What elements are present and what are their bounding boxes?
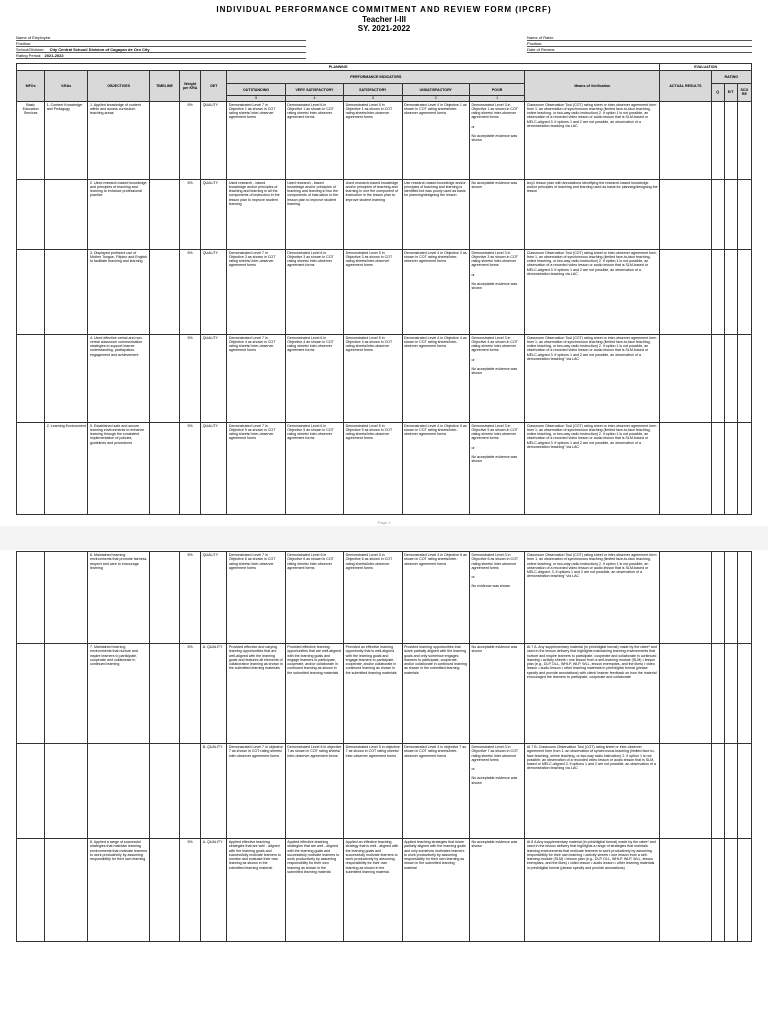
actual-results-cell bbox=[660, 101, 711, 179]
or-text: or bbox=[471, 272, 475, 277]
table-row bbox=[17, 334, 752, 422]
timeline-cell bbox=[149, 334, 179, 422]
timeline-cell bbox=[149, 644, 179, 744]
col-poor: POOR bbox=[469, 84, 524, 96]
actual-results-cell bbox=[660, 334, 711, 422]
kra-cell bbox=[45, 839, 88, 942]
kra-cell bbox=[45, 644, 88, 744]
et-cell bbox=[724, 422, 737, 514]
very-satisfactory-cell: Applied effective teaching strategies that are well - aligned with the learning goals and successfully motivate learners to work productively by assuming responsibility for their own learning as shown in the submitted learning material. bbox=[285, 839, 343, 942]
objective-cell: 2. Used research-based knowledge and principles of teaching and learning to enhance professional practice bbox=[88, 179, 149, 249]
et-cell bbox=[724, 744, 737, 839]
very-satisfactory-cell: Demonstrated Level 6 in Objective 4 as shown in COT rating sheets/ inter-observer agreement forms bbox=[285, 334, 343, 422]
form-title: INDIVIDUAL PERFORMANCE COMMITMENT AND REVIEW FORM (IPCRF) bbox=[216, 5, 552, 14]
timeline-cell bbox=[149, 552, 179, 644]
kra-cell bbox=[45, 334, 88, 422]
poor-cell bbox=[470, 552, 525, 644]
col-actual-results: ACTUAL RESULTS bbox=[660, 71, 711, 101]
page-separator bbox=[0, 526, 768, 550]
weight-cell: 5% bbox=[180, 249, 201, 334]
scale-5: 5 bbox=[227, 96, 285, 101]
poor-level: No acceptable evidence was shown bbox=[471, 180, 518, 189]
col-q: Q bbox=[711, 84, 724, 101]
mov-cell: Classroom Observation Tool (COT) rating sheet or inter-observer agreement form from 1. an observation of synchronous teaching (limited face-to-face teaching, online teaching, or two-way radio instruction) 2. if option 1 is not possible, an observation of a recorded video lesson or audio lesson that is SLM-based or MELC-aligned 3. if options 1 and 2 are not possible, an observation of a demonstration teaching via LAC bbox=[525, 249, 660, 334]
table-row bbox=[17, 839, 752, 942]
poor-cell bbox=[469, 101, 524, 179]
actual-results-cell bbox=[660, 839, 711, 942]
poor-level: Demonstrated Level 3 in Objective 4 as shown in COT rating sheets/ inter-observer agreement forms bbox=[471, 335, 518, 353]
q-cell bbox=[711, 249, 724, 334]
satisfactory-cell: Demonstrated Level 5 in Objective 3 as shown in COT rating sheets/inter-observer agreement forms bbox=[344, 249, 402, 334]
poor-level: Demonstrated Level 3 in Objective 7 as shown in COT rating sheets/ inter-observer agreement forms bbox=[471, 745, 518, 762]
no-evidence-text: No acceptable evidence was shown bbox=[471, 134, 518, 143]
table-row bbox=[17, 552, 752, 644]
col-unsatisfactory: UNSATISFACTORY bbox=[402, 84, 469, 96]
poor-level: Demonstrated Level 3 in Objective 1 as shown in COT rating sheets/ inter-observer agreement forms bbox=[471, 102, 518, 120]
score-cell bbox=[737, 552, 751, 644]
objective-cell: 4. Used effective verbal and non-verbal classroom communication strategies to support learner understanding, participation, engagement and achievement bbox=[88, 334, 149, 422]
unsatisfactory-cell: Demonstrated Level 4 in Objective 1 as shown in COT rating sheets/inter-observer agreement forms bbox=[402, 101, 469, 179]
poor-cell bbox=[469, 422, 524, 514]
unsatisfactory-cell: Demonstrated Level 4 in objective 7 as shown in COT rating sheets/inter-observer agreement forms bbox=[402, 744, 469, 839]
objective-cell: 7. Maintained learning environments that nurture and inspire learners to participate, cooperate and collaborate in continued learning bbox=[88, 644, 149, 744]
et-cell bbox=[724, 249, 737, 334]
rater-label: Name of Rater: bbox=[527, 35, 752, 41]
kra-cell bbox=[45, 249, 88, 334]
unsatisfactory-cell: Demonstrated Level 4 in Objective 3 as shown in COT rating sheets/inter-observer agreement forms bbox=[402, 249, 469, 334]
very-satisfactory-cell: Used research - based knowledge and/or principles of teaching and learning in two the components of instruction in the lesson plan to improve student learning bbox=[285, 179, 343, 249]
scale-3: 3 bbox=[344, 96, 402, 101]
unsatisfactory-cell: Use research-based knowledge and/or principles of teaching and learning is identified but was poorly used as basis for planning/designing the lesson bbox=[402, 179, 469, 249]
poor-level: Demonstrated Level 3 in Objective 5 as shown in COT rating sheets/ inter-observer agreement forms bbox=[471, 423, 518, 441]
mfo-cell bbox=[17, 334, 45, 422]
kra-cell: 1. Content Knowledge and Pedagogy bbox=[45, 101, 88, 179]
mov-cell: At 7 B. Classroom Observation Tool (COT) rating sheet or inter-observer agreement form from 1. an observation of synchronous teaching (limited face-to-face teaching, online teaching, or two-way radio instruction) 2. if option 1 is not possible, an observation of a recorded video lesson or audio lesson that is SLM-based or MELC-aligned 3. if options 1 and 2 are not possible, an observation of a demonstration teaching via LAC bbox=[525, 744, 660, 839]
school-year: SY. 2021-2022 bbox=[357, 24, 411, 33]
objective-cell: 8. Applied a range of successful strategies that maintain learning environments that motivate learners to work productively by assuming responsibility for their own learning bbox=[88, 839, 149, 942]
col-timeline: TIMELINE bbox=[149, 71, 179, 101]
performance-indicators-header: PERFORMANCE INDICATORS bbox=[227, 71, 525, 84]
mov-cell: Classroom Observation Tool (COT) rating sheet or inter-observer agreement form from 1. an observation of synchronous teaching (limited face-to-face teaching, online teaching, or two-way radio instruction) 2. if option 1 is not possible, an observation of a recorded video lesson or audio lesson that is SLM-based or MELC-aligned. 3. if options 1 and 2 are not possible, an observation of a demonstration teaching" via LAC bbox=[525, 552, 660, 644]
mfo-cell bbox=[17, 644, 45, 744]
score-cell bbox=[737, 644, 751, 744]
mov-cell: Classroom Observation Tool (COT) rating sheet or inter-observer agreement form from 1. an observation of synchronous teaching (limited face-to-face teaching, online teaching, or two-way radio instruction) 2. if option 1 is not possible, an observation of a recorded video lesson or audio lesson that is SLM-based or MELC-aligned 3. if options 1 and 2 are not possible, an observation of a demonstration teaching" via LAC bbox=[525, 334, 660, 422]
scale-4: 4 bbox=[285, 96, 343, 101]
kra-cell bbox=[45, 744, 88, 839]
unsatisfactory-cell: Provided learning opportunities that is/are partially aligned with the learning goals and only somehow engages learners to participate, cooperate, and/or collaborate in continued learning as shown in the submitted learning materials bbox=[402, 644, 469, 744]
mfo-cell bbox=[17, 179, 45, 249]
score-cell bbox=[737, 101, 751, 179]
very-satisfactory-cell: Demonstrated Level 6 in Objective 6 as shown in COT rating sheets/ inter-observer agreement forms bbox=[285, 552, 343, 644]
very-satisfactory-cell: Provided effective learning opportunities that are well-aligned with the learning goals and engage learners to participate, cooperate, and/or collaborate in continued learning as shown in the submitted learning materials bbox=[285, 644, 343, 744]
very-satisfactory-cell: Demonstrated Level 6 in Objective 3 as shown in COT rating sheets/ inter-observer agreement forms bbox=[285, 249, 343, 334]
outstanding-cell: Used research - based knowledge and/or principles of teaching and learning in all the components of instruction in the lesson plan to improve student learning bbox=[227, 179, 285, 249]
unsatisfactory-cell: Demonstrated Level 4 in Objective 6 as shown in COT rating sheets/inter-observer agreement forms bbox=[402, 552, 469, 644]
or-text: or bbox=[471, 357, 475, 362]
poor-level: Demonstrated Level 3 in Objective 6 as shown in COT rating sheets/ inter-observer agreement forms bbox=[471, 553, 518, 570]
kra-cell: 2. Learning Environment bbox=[45, 422, 88, 514]
weight-cell: 5% bbox=[180, 839, 201, 942]
timeline-cell bbox=[149, 101, 179, 179]
outstanding-cell: Provided effective and varying learning opportunities that are well-aligned with the learning goals and features all elements of collaborative learning as shown in the submitted learning materials bbox=[227, 644, 285, 744]
ipcrf-table-page1 bbox=[16, 63, 752, 515]
col-very-satisfactory: VERY SATISFACTORY bbox=[285, 84, 343, 96]
col-rating: RATING bbox=[711, 71, 751, 84]
school-label: School/Division: City Central School/ Division of Cagayan de Oro City bbox=[16, 47, 306, 53]
actual-results-cell bbox=[660, 249, 711, 334]
no-evidence-text: No acceptable evidence was shown bbox=[471, 282, 518, 291]
weight-cell bbox=[180, 744, 201, 839]
outstanding-cell: Demonstrated Level 7 in Objective 3 as shown in COT rating sheets/ inter-observer agreement forms bbox=[227, 249, 285, 334]
poor-level: No acceptable evidence was shown bbox=[471, 645, 518, 654]
get-cell: QUALITY bbox=[201, 101, 227, 179]
rater-position-label: Position: bbox=[527, 41, 752, 47]
satisfactory-cell: Used research-based knowledge and/or principles of teaching and learning in one the component of instruction in the lesson plan to improve student learning bbox=[344, 179, 402, 249]
col-means-of-verification: Means of Verification bbox=[525, 71, 660, 101]
col-get: GET bbox=[201, 71, 227, 101]
header-left bbox=[16, 35, 306, 59]
poor-cell bbox=[469, 179, 524, 249]
page-number: Page 1 bbox=[377, 520, 391, 525]
weight-cell: 5% bbox=[180, 334, 201, 422]
get-cell: A. QUALITY bbox=[201, 644, 227, 744]
header-right bbox=[527, 35, 752, 53]
get-cell: QUALITY bbox=[201, 334, 227, 422]
outstanding-cell: Demonstrated Level 7 in Objective 6 as shown in COT rating sheets/ inter-observer agreement forms bbox=[227, 552, 285, 644]
kra-cell bbox=[45, 179, 88, 249]
period-label: Rating Period: 2021-2022 bbox=[16, 53, 306, 59]
objective-cell bbox=[88, 744, 149, 839]
very-satisfactory-cell: Demonstrated Level 6 in Objective 5 as shown in COT rating sheets/ inter-observer agreement forms bbox=[285, 422, 343, 514]
or-text: or bbox=[471, 767, 475, 772]
et-cell bbox=[724, 179, 737, 249]
scale-1: 1 bbox=[469, 96, 524, 101]
col-kra: KRAs bbox=[45, 71, 88, 101]
position-label: Position: bbox=[16, 41, 306, 47]
score-cell bbox=[737, 334, 751, 422]
score-cell bbox=[737, 744, 751, 839]
satisfactory-cell: Demonstrated Level 5 in Objective 5 as shown in COT rating sheets/inter-observer agreement forms bbox=[344, 422, 402, 514]
poor-level: Demonstrated Level 3 in Objective 3 as shown in COT rating sheets/ inter-observer agreement forms bbox=[471, 250, 518, 268]
table-row bbox=[17, 101, 752, 179]
satisfactory-cell: Demonstrated Level 5 in Objective 6 as shown in COT rating sheets/inter-observer agreement forms bbox=[344, 552, 402, 644]
mov-cell: At 8 A Any supplementary material (in print/digital format) made by the ratee* and used in the lesson delivery that highlights a range of strategies that maintain learning environments that motivate learners to work productively by assuming responsibility for their own learning • activity sheets • one lesson from a self-learning module (SLM) • lesson plan (e.g., DLP, DLL, WHLP, WLP, WLL, lesson exemplars, and the likes) • video lesson • audio lesson • other learning materials in print/digital format (please specify and provide annotations) bbox=[525, 839, 660, 942]
et-cell bbox=[724, 552, 737, 644]
no-evidence-text: No acceptable evidence was shown bbox=[471, 776, 518, 785]
review-date-label: Date of Review: bbox=[527, 47, 752, 53]
q-cell bbox=[711, 422, 724, 514]
employee-label: Name of Employee: bbox=[16, 35, 306, 41]
weight-cell: 5% bbox=[180, 552, 201, 644]
unsatisfactory-cell: Demonstrated Level 4 in Objective 5 as shown in COT rating sheets/inter-observer agreement forms bbox=[402, 422, 469, 514]
score-cell bbox=[737, 179, 751, 249]
mov-cell: Classroom Observation Tool (COT) rating sheet or inter-observer agreement form from 1. an observation of synchronous teaching (limited face-to-face teaching, online teaching, or two-way radio instruction) 2. if option 1 is not possible, an observation of a recorded video lesson or audio lesson that is SLM-based or MELC-aligned 3. if options 1 and 2 are not possible, an observation of a demonstration teaching via LAC bbox=[525, 101, 660, 179]
satisfactory-cell: Demonstrated Level 5 in Objective 1 as shown in COT rating sheets/inter-observer agreement forms bbox=[344, 101, 402, 179]
mfo-cell bbox=[17, 422, 45, 514]
planning-header: PLANNING bbox=[17, 64, 660, 71]
col-et: E/T bbox=[724, 84, 737, 101]
mfo-cell bbox=[17, 249, 45, 334]
col-weight: Weight per KRA bbox=[180, 71, 201, 101]
table-row bbox=[17, 744, 752, 839]
kra-cell bbox=[45, 552, 88, 644]
form-subtitle: Teacher I-III bbox=[362, 15, 406, 24]
et-cell bbox=[724, 334, 737, 422]
table-row bbox=[17, 179, 752, 249]
or-text: or bbox=[471, 124, 475, 129]
no-evidence-text: No evidence was shown bbox=[471, 584, 511, 589]
objective-cell: 6. Maintained learning environments that promote fairness, respect and care to encourage learning bbox=[88, 552, 149, 644]
et-cell bbox=[724, 101, 737, 179]
q-cell bbox=[711, 644, 724, 744]
very-satisfactory-cell: Demonstrated Level 6 in Objective 1 as shown in COT rating sheets/ inter-observer agreement forms bbox=[285, 101, 343, 179]
weight-cell: 5% bbox=[180, 179, 201, 249]
get-cell: QUALITY bbox=[201, 422, 227, 514]
et-cell bbox=[724, 839, 737, 942]
actual-results-cell bbox=[660, 552, 711, 644]
actual-results-cell bbox=[660, 179, 711, 249]
no-evidence-text: No acceptable evidence was shown bbox=[471, 455, 518, 464]
get-cell: QUALITY bbox=[201, 249, 227, 334]
poor-cell bbox=[469, 249, 524, 334]
timeline-cell bbox=[149, 839, 179, 942]
outstanding-cell: Applied effective teaching strategies that are well - aligned with the learning goals and successfully motivate learners to monitor and evaluate their own learning as shown in the submitted learning material. bbox=[227, 839, 285, 942]
q-cell bbox=[711, 552, 724, 644]
poor-level: No acceptable evidence was shown bbox=[471, 840, 518, 849]
q-cell bbox=[711, 839, 724, 942]
get-cell: A. QUALITY bbox=[201, 839, 227, 942]
very-satisfactory-cell: Demonstrated Level 6 in objective 7 as shown in COT rating sheets/ inter-observer agreement forms bbox=[285, 744, 343, 839]
satisfactory-cell: Demonstrated Level 5 in Objective 4 as shown in COT rating sheets/inter-observer agreement forms bbox=[344, 334, 402, 422]
get-cell: B. QUALITY bbox=[201, 744, 227, 839]
col-score: SCORE bbox=[737, 84, 751, 101]
mov-cell: Any1 lesson plan with annotations identifying the research-based knowledge and/or principles of teaching and learning used as basis for planning/designing the lesson bbox=[525, 179, 660, 249]
get-cell: QUALITY bbox=[201, 179, 227, 249]
objective-cell: 5. Established safe and secure learning environments to enhance learning through the consistent implementation of policies, guidelines and procedures bbox=[88, 422, 149, 514]
weight-cell: 5% bbox=[180, 422, 201, 514]
get-cell: QUALITY bbox=[201, 552, 227, 644]
ipcrf-table-page2 bbox=[16, 551, 752, 942]
objective-cell: 3. Displayed proficient use of Mother Tongue, Filipino and English to facilitate teaching and learning bbox=[88, 249, 149, 334]
poor-cell bbox=[470, 839, 525, 942]
outstanding-cell: Demonstrated Level 7 in Objective 1 as shown in COT rating sheets/ inter-observer agreement forms bbox=[227, 101, 285, 179]
timeline-cell bbox=[149, 422, 179, 514]
col-satisfactory: SATISFACTORY bbox=[344, 84, 402, 96]
mov-cell: Classroom Observation Tool (COT) rating sheet or inter-observer agreement form from 1. an observation of synchronous teaching (limited face-to-face teaching, online teaching, or two-way radio instruction) 2. if option 1 is not possible, an observation of a recorded video lesson or audio lesson that is SLM-based or MELC-aligned 3. if options 1 and 2 are not possible, an observation of a demonstration teaching" via LAC bbox=[525, 422, 660, 514]
weight-cell: 5% bbox=[180, 101, 201, 179]
mfo-cell bbox=[17, 552, 45, 644]
table-row bbox=[17, 249, 752, 334]
poor-cell bbox=[469, 334, 524, 422]
weight-cell: 5% bbox=[180, 644, 201, 744]
mfo-cell: Basic Education Services bbox=[17, 101, 45, 179]
mov-cell: At 7 A. Any supplementary material (in print/digital format) made by the ratee* and used in the lesson delivery that highlights maintaining learning environments that nurture and inspire learners to participate, cooperate and collaborate in continued learning • activity sheets • one lesson from a self-learning module (SLM) • lesson plan (e.g., DLP, DLL, WHLP, WLP, WLL, lesson exemplars, and the likes) • video lesson • audio lesson • other learning materials in print/digital format (please specify and provide annotations) with client/ learner feedback on how the material encouraged the learners to participate, cooperate and collaborate bbox=[525, 644, 660, 744]
table-row bbox=[17, 644, 752, 744]
score-cell bbox=[737, 249, 751, 334]
col-mfo: MFOs bbox=[17, 71, 45, 101]
et-cell bbox=[724, 644, 737, 744]
scale-2: 2 bbox=[402, 96, 469, 101]
or-text: or bbox=[471, 575, 475, 580]
col-outstanding: OUTSTANDING bbox=[227, 84, 285, 96]
col-objectives: OBJECTIVES bbox=[88, 71, 149, 101]
timeline-cell bbox=[149, 179, 179, 249]
no-evidence-text: No acceptable evidence was shown bbox=[471, 367, 518, 376]
satisfactory-cell: Provided an effective learning opportunity that is well-aligned with the learning goals and engage learners to participate, cooperate, and/or collaborate in continued learning as shown in the submitted learning materials bbox=[344, 644, 402, 744]
actual-results-cell bbox=[660, 422, 711, 514]
outstanding-cell: Demonstrated Level 7 in Objective 5 as shown in COT rating sheets/ inter-observer agreement forms bbox=[227, 422, 285, 514]
score-cell bbox=[737, 422, 751, 514]
timeline-cell bbox=[149, 744, 179, 839]
outstanding-cell: Demonstrated Level 7 in Objective 4 as shown in COT rating sheets/ inter-observer agreement forms bbox=[227, 334, 285, 422]
satisfactory-cell: Applied an effective teaching strategy that is well - aligned with the learning goals and successfully motivate learners to work productively by assuming responsibility for their own learning as shown in the submitted learning material. bbox=[344, 839, 402, 942]
mfo-cell bbox=[17, 839, 45, 942]
poor-cell bbox=[470, 644, 525, 744]
poor-cell bbox=[470, 744, 525, 839]
q-cell bbox=[711, 744, 724, 839]
q-cell bbox=[711, 179, 724, 249]
actual-results-cell bbox=[660, 744, 711, 839]
q-cell bbox=[711, 101, 724, 179]
mfo-cell bbox=[17, 744, 45, 839]
score-cell bbox=[737, 839, 751, 942]
timeline-cell bbox=[149, 249, 179, 334]
outstanding-cell: Demonstrated Level 7 in objective 7 as shown in COT rating sheets/ inter-observer agreement forms bbox=[227, 744, 285, 839]
unsatisfactory-cell: Applied teaching strategies that is/are partially aligned with the learning goals and only somehow motivates learners to work productively by assuming responsibility for their own learning as shown in the submitted learning material bbox=[402, 839, 469, 942]
table-row bbox=[17, 422, 752, 514]
objective-cell: 1. Applied knowledge of content within and across curriculum teaching areas bbox=[88, 101, 149, 179]
unsatisfactory-cell: Demonstrated Level 4 in Objective 4 as shown in COT rating sheets/inter-observer agreement forms bbox=[402, 334, 469, 422]
actual-results-cell bbox=[660, 644, 711, 744]
evaluation-header: EVALUATION bbox=[660, 64, 752, 71]
q-cell bbox=[711, 334, 724, 422]
or-text: or bbox=[471, 445, 475, 450]
satisfactory-cell: Demonstrated Level 5 in objective 7 as shown in COT rating sheets/ inter-observer agreement forms bbox=[344, 744, 402, 839]
